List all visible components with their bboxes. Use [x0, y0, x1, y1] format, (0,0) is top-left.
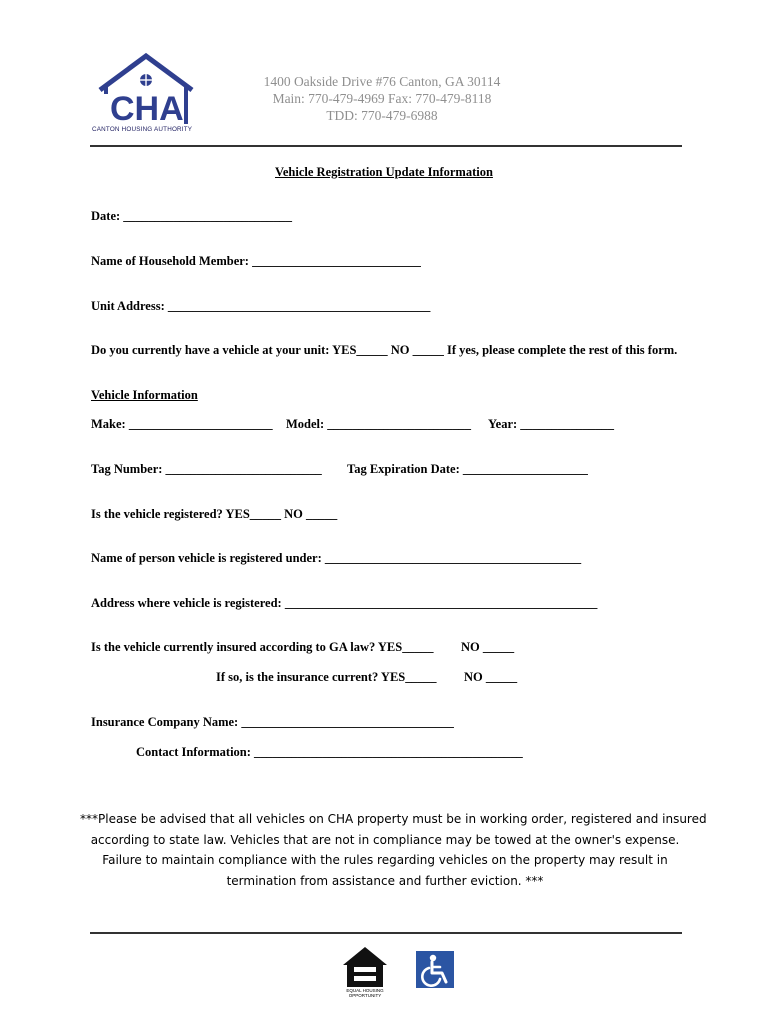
insured-question[interactable]: Is the vehicle currently insured according to GA law? YES_____ [91, 640, 434, 654]
insurance-company-field[interactable]: Insurance Company Name: __________________________________ [91, 715, 454, 729]
insurance-current-no-option[interactable]: NO _____ [464, 670, 518, 684]
contact-address-block [232, 73, 532, 124]
tag-number-field[interactable]: Tag Number: _________________________ [91, 462, 322, 476]
equal-housing-icon [341, 945, 389, 989]
contact-information-field[interactable]: Contact Information: ___________________________________________ [136, 745, 523, 759]
address-line: 1400 Oakside Drive #76 Canton, GA 30114 [263, 74, 501, 89]
have-vehicle-question[interactable]: Do you currently have a vehicle at your unit: YES_____ NO _____ If yes, please complete the rest of this form. [91, 343, 678, 357]
notice-line: according to state law. Vehicles that are not in compliance may be towed at the owner's expense. [90, 832, 680, 847]
header-divider [90, 145, 682, 147]
accessibility-logo [416, 951, 454, 988]
vehicle-registered-question[interactable]: Is the vehicle registered? YES_____ NO _____ [91, 507, 338, 521]
registered-under-field[interactable]: Name of person vehicle is registered under: _________________________________________ [91, 551, 582, 565]
equal-housing-logo [341, 945, 389, 997]
year-field[interactable]: Year: _______________ [488, 417, 615, 431]
logo-letters: CHA [110, 90, 184, 128]
footer-divider [90, 932, 682, 934]
insurance-current-question[interactable]: If so, is the insurance current? YES_____ [216, 670, 437, 684]
unit-address-field[interactable]: Unit Address: __________________________________________ [91, 299, 431, 313]
registered-address-field[interactable]: Address where vehicle is registered: __________________________________________________ [91, 596, 598, 610]
notice-line: termination from assistance and further eviction. *** [226, 873, 544, 888]
date-field[interactable]: Date: ___________________________ [91, 209, 293, 223]
tag-expiration-field[interactable]: Tag Expiration Date: ____________________ [347, 462, 588, 476]
insured-no-option[interactable]: NO _____ [461, 640, 515, 654]
make-field[interactable]: Make: _______________________ [91, 417, 273, 431]
phone-fax-line: Main: 770-479-4969 Fax: 770-479-8118 [272, 91, 492, 106]
notice-line: Failure to maintain compliance with the rules regarding vehicles on the property may result in [102, 853, 668, 867]
model-field[interactable]: Model: _______________________ [286, 417, 472, 431]
house-logo-icon [92, 52, 204, 134]
compliance-notice [80, 809, 707, 891]
vehicle-info-heading: Vehicle Information [91, 388, 198, 402]
logo-subtitle: CANTON HOUSING AUTHORITY [92, 126, 193, 133]
notice-line: ***Please be advised that all vehicles on CHA property must be in working order, registered and insured [80, 812, 707, 826]
tdd-line: TDD: 770-479-6988 [326, 108, 438, 123]
household-member-field[interactable]: Name of Household Member: ___________________________ [91, 254, 421, 268]
equal-housing-text: EQUAL HOUSING OPPORTUNITY [346, 988, 384, 998]
wheelchair-icon [416, 951, 454, 988]
form-title: Vehicle Registration Update Information [275, 165, 493, 179]
